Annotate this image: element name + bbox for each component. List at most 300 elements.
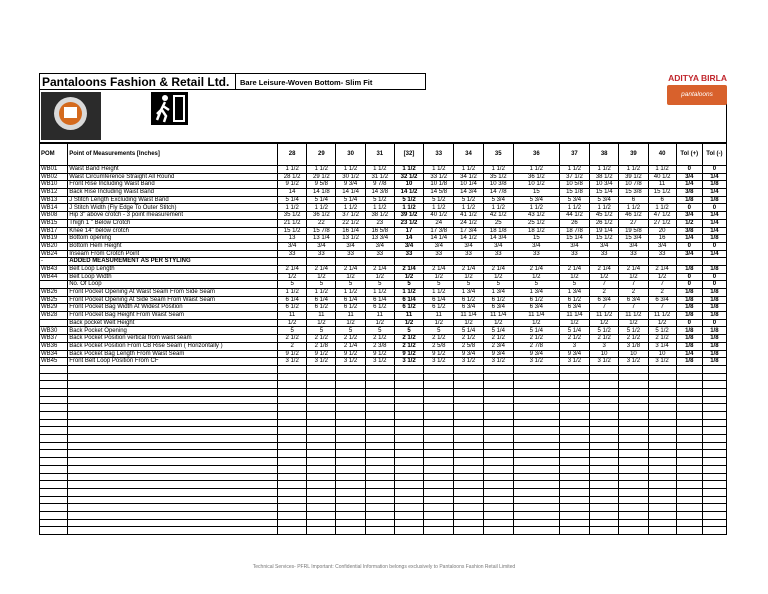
measurement-value: 1/2 [278,273,307,281]
measurement-value: 9 1/2 [365,350,394,358]
measurement-value: 5 [365,327,394,335]
measurement-value: 1/2 [278,319,307,327]
measurement-value: 25 1/2 [513,219,559,227]
measurement-name: Waist Circumference Straight All Round [68,173,278,181]
measurement-name: Hip 3" above crotch - 3 point measurement [68,212,278,220]
measurement-value: 1 1/2 [454,166,483,174]
measurement-value: 3/4 [365,242,394,250]
measurement-value: 7 [590,281,619,289]
measurement-value: 2 1/2 [619,335,648,343]
measurement-value: 1 1/2 [590,204,619,212]
measurement-name: Inseam From Crotch Point [68,250,278,258]
measurement-value: 0 [676,166,702,174]
measurement-value: 1/8 [702,296,726,304]
measurement-value: 6 [648,196,676,204]
measurement-value: 1 1/2 [619,166,648,174]
measurement-value: 38 1/2 [365,212,394,220]
measurement-value: 1/8 [676,358,702,366]
measurement-value: 2 1/4 [559,265,589,273]
measurement-value: 1 1/2 [307,204,336,212]
measurement-value: 2 1/4 [307,265,336,273]
measurement-value: 33 [483,250,513,258]
measurement-value: 33 [619,250,648,258]
column-header: 37 [559,144,589,166]
measurement-value: 6 1/2 [454,296,483,304]
empty-row [40,412,727,420]
measurement-value: 0 [702,273,726,281]
measurement-value: 1 3/4 [559,289,589,297]
measurement-value: 16 [648,235,676,243]
measurement-value: 42 1/2 [483,212,513,220]
measurement-value: 2 [648,289,676,297]
measurement-value: 33 [336,250,365,258]
measurement-value: 18 1/2 [513,227,559,235]
measurement-value: 1/4 [702,219,726,227]
measurement-value: 5 3/4 [559,196,589,204]
measurement-value: 1/2 [619,273,648,281]
table-row [40,181,727,189]
table-row [40,204,727,212]
measurement-value: 1/2 [590,319,619,327]
measurement-value: 14 3/4 [483,235,513,243]
measurement-value: 1/8 [702,342,726,350]
measurement-value: 1/8 [676,327,702,335]
measurement-value: 5 1/2 [424,196,454,204]
column-header: 29 [307,144,336,166]
measurement-value: 10 [590,350,619,358]
measurement-value: 1 1/2 [365,204,394,212]
column-header: 31 [365,144,394,166]
measurement-value: 1 1/2 [424,289,454,297]
measurement-value: 1 1/2 [648,204,676,212]
measurement-value: 1 1/2 [424,166,454,174]
measurement-name: J Stitch Length Excluding Waist Band [68,196,278,204]
column-header: 35 [483,144,513,166]
measurement-value: 1/4 [676,350,702,358]
measurement-value: 1/4 [702,250,726,258]
measurement-value: 14 1/8 [307,189,336,197]
measurement-value: 1/4 [702,173,726,181]
pom-code: WB37 [40,335,68,343]
measurement-value: 11 [365,312,394,320]
measurement-value: 36 1/2 [513,173,559,181]
measurement-value [648,258,676,266]
measurement-value: 1 1/2 [336,289,365,297]
table-row [40,289,727,297]
measurement-value: 23 [365,219,394,227]
empty-row [40,427,727,435]
measurement-value: 18 1/8 [483,227,513,235]
measurement-name: Back Rise Including Waist Band [68,189,278,197]
empty-row [40,458,727,466]
measurement-value: 17 3/4 [454,227,483,235]
measurement-value: 7 [619,304,648,312]
measurement-name: Back Pocket Bag Length From Waist Seam [68,350,278,358]
measurement-value: 6 3/4 [559,304,589,312]
measurement-value: 46 1/2 [619,212,648,220]
measurement-name: Belt Loop Length [68,265,278,273]
measurement-value: 15 1/8 [559,189,589,197]
measurement-value: 10 [619,350,648,358]
pom-code: WB08 [40,212,68,220]
header-row [40,144,727,166]
measurement-value: 37 1/2 [559,173,589,181]
measurement-value: 1/2 [394,273,423,281]
measurement-value: 14 1/4 [336,189,365,197]
measurement-value: 27 1/2 [648,219,676,227]
measurement-value: 6 1/2 [365,304,394,312]
measurement-value: 22 1/2 [336,219,365,227]
empty-row [40,504,727,512]
table-row [40,358,727,366]
measurement-value: 2 1/2 [365,335,394,343]
measurement-value: 5 [394,281,423,289]
measurement-name: Belt Loop Width [68,273,278,281]
measurement-value: 5 1/4 [278,196,307,204]
measurement-value: 44 1/2 [559,212,589,220]
pom-code: WB14 [40,204,68,212]
table-row [40,281,727,289]
measurement-value: 1 1/2 [513,166,559,174]
measurement-value: 5 [424,281,454,289]
measurement-value: 5 1/4 [307,196,336,204]
measurement-name: Back Pocket Position From CB Rise Seam ( Horizontally ) [68,342,278,350]
measurement-name: Back Pocket Opening [68,327,278,335]
pom-code: WB28 [40,312,68,320]
measurement-value: 2 7/8 [513,342,559,350]
measurement-value: 34 1/2 [454,173,483,181]
empty-row [40,442,727,450]
measurement-value: 6 1/4 [424,296,454,304]
measurement-value: 1 1/2 [513,204,559,212]
measurement-value: 2 1/2 [513,335,559,343]
measurement-value: 39 1/2 [394,212,423,220]
measurement-value: 1 1/2 [559,204,589,212]
column-header: 34 [454,144,483,166]
measurement-value: 6 1/2 [424,304,454,312]
measurement-value: 9 7/8 [365,181,394,189]
measurement-value: 20 [648,227,676,235]
measurement-value: 3 1/2 [278,358,307,366]
measurement-value: 2 1/2 [394,342,423,350]
measurement-value: 2 1/2 [307,335,336,343]
column-header: [32] [394,144,423,166]
measurement-value: 6 1/4 [278,296,307,304]
measurement-value: 7 [648,281,676,289]
pom-code: WB29 [40,304,68,312]
measurement-value: 9 1/2 [394,350,423,358]
measurement-value: 3/4 [648,242,676,250]
measurement-value: 33 [278,250,307,258]
measurement-value: 15 3/4 [619,235,648,243]
measurement-value: 3/4 [483,242,513,250]
measurement-value: 5 1/2 [454,196,483,204]
measurement-value: 30 1/2 [336,173,365,181]
measurement-value: 6 1/2 [513,296,559,304]
measurement-value: 1/8 [702,335,726,343]
measurement-value: 5 [278,281,307,289]
measurement-value: 1/8 [676,312,702,320]
pom-code [40,319,68,327]
measurement-value: 1/8 [702,265,726,273]
measurement-value: 9 1/2 [424,350,454,358]
measurement-value: 3/4 [513,242,559,250]
measurement-value: 2 1/4 [394,265,423,273]
measurement-value: 43 1/2 [513,212,559,220]
measurement-value: 1 1/2 [483,204,513,212]
pom-code [40,281,68,289]
measurement-value: 11 1/2 [619,312,648,320]
measurement-value: 26 [559,219,589,227]
measurement-value: 2 1/2 [590,335,619,343]
measurement-value: 5 [336,327,365,335]
measurement-value: 1/2 [336,319,365,327]
measurement-value: 14 1/4 [424,235,454,243]
measurement-value: 23 1/2 [394,219,423,227]
measurement-value: 3/4 [278,242,307,250]
pom-code: WB34 [40,350,68,358]
measurement-value: 3 1/2 [513,358,559,366]
measurement-value: 19 5/8 [619,227,648,235]
measurement-value: 2 [278,342,307,350]
measurement-value: 14 7/8 [483,189,513,197]
empty-row [40,404,727,412]
measurement-value: 3/4 [676,212,702,220]
measurement-value: 11 [648,181,676,189]
pom-code: WB43 [40,265,68,273]
measurement-value: 19 1/4 [590,227,619,235]
measurement-value: 5 [394,327,423,335]
measurement-value: 22 [307,219,336,227]
column-header: 30 [336,144,365,166]
measurement-value: 1/4 [702,212,726,220]
measurement-value: 10 1/4 [454,181,483,189]
measurement-value: 11 [394,312,423,320]
measurement-value: 7 [590,304,619,312]
measurement-value: 29 1/2 [307,173,336,181]
measurement-value: 9 3/4 [454,350,483,358]
measurement-value: 33 [648,250,676,258]
table-row [40,189,727,197]
measurement-value: 33 1/2 [424,173,454,181]
pom-code: WB24 [40,250,68,258]
measurement-value: 1/2 [307,273,336,281]
measurement-value: 6 1/2 [394,304,423,312]
measurement-value: 11 1/4 [454,312,483,320]
measurement-value: 3 1/2 [648,358,676,366]
company-logo [41,92,101,140]
measurement-value [454,258,483,266]
table-row [40,265,727,273]
measurement-value: 1/2 [513,319,559,327]
measurement-value: 1/2 [424,273,454,281]
measurement-value [278,258,307,266]
table-row [40,227,727,235]
measurement-value: 1/2 [648,319,676,327]
measurement-value: 1 1/2 [559,166,589,174]
measurement-name: ADDED MEASUREMENT AS PER STYLING [68,258,278,266]
pom-code: WB02 [40,173,68,181]
empty-row [40,481,727,489]
pom-code: WB13 [40,196,68,204]
measurement-value: 3 1/2 [590,358,619,366]
measurement-value: 35 1/2 [278,212,307,220]
measurement-value: 6 3/4 [619,296,648,304]
measurement-value: 10 3/8 [483,181,513,189]
table-row [40,335,727,343]
measurement-value: 1/2 [336,273,365,281]
measurement-value: 2 1/4 [336,265,365,273]
measurement-value: 3 1/4 [648,342,676,350]
measurement-value: 13 [278,235,307,243]
measurement-value: 13 1/2 [336,235,365,243]
measurement-name: Front Pocket Opening At Side Seam From Waist Seam [68,296,278,304]
measurement-value: 10 7/8 [619,181,648,189]
measurement-value: 5 3/4 [513,196,559,204]
table-row [40,219,727,227]
measurement-value: 2 1/4 [365,265,394,273]
measurement-value: 1 1/2 [336,166,365,174]
measurement-value: 3 1/2 [365,358,394,366]
measurement-value: 1/8 [676,289,702,297]
measurement-value: 0 [702,319,726,327]
measurement-value: 5 1/2 [590,327,619,335]
measurement-value: 1/2 [307,319,336,327]
measurement-value: 11 [424,312,454,320]
measurement-value: 11 1/4 [513,312,559,320]
measurement-value: 5 1/2 [365,196,394,204]
measurement-value: 3 [590,342,619,350]
measurement-value: 1/4 [676,181,702,189]
measurement-value: 1/8 [676,265,702,273]
measurement-value: 33 [365,250,394,258]
measurement-value: 9 5/8 [307,181,336,189]
measurement-name: Front Pocket Bag Width At Widest Position [68,304,278,312]
measurement-value [424,258,454,266]
measurement-value: 2 1/4 [648,265,676,273]
measurement-value: 5 1/4 [454,327,483,335]
measurement-value: 1/4 [702,227,726,235]
measurement-value: 14 [394,235,423,243]
measurement-value: 1/8 [676,304,702,312]
measurement-value: 6 1/4 [365,296,394,304]
measurement-value: 5 1/4 [559,327,589,335]
measurement-value: 10 [648,350,676,358]
pom-code: WB15 [40,219,68,227]
pom-code: WB30 [40,327,68,335]
measurement-value: 28 1/2 [278,173,307,181]
column-header: 36 [513,144,559,166]
measurement-value: 3 1/2 [394,358,423,366]
measurement-value: 1 1/2 [454,204,483,212]
column-header: Point of Measurements [Inches] [68,144,278,166]
measurement-value: 3/4 [307,242,336,250]
column-header: Tol (+) [676,144,702,166]
measurement-value: 5 [307,327,336,335]
pom-code: WB25 [40,296,68,304]
measurement-value: 1/8 [702,350,726,358]
measurement-value: 3/4 [559,242,589,250]
measurement-value: 1/2 [559,273,589,281]
pom-code: WB01 [40,166,68,174]
pom-code: WB20 [40,242,68,250]
pom-code: WB19 [40,235,68,243]
measurement-value: 6 1/4 [336,296,365,304]
measurement-value: 5 1/2 [648,327,676,335]
measurement-value: 11 [307,312,336,320]
table-row [40,273,727,281]
table-row [40,212,727,220]
measurement-value: 2 5/8 [424,342,454,350]
measurement-value: 3/8 [676,189,702,197]
empty-row [40,473,727,481]
measurement-value: 1 1/2 [648,166,676,174]
measurement-value: 1 1/2 [336,204,365,212]
brand-logo [667,85,727,105]
measurement-value: 45 1/2 [590,212,619,220]
empty-row [40,435,727,443]
measurement-value: 14 3/8 [365,189,394,197]
measurement-value: 47 1/2 [648,212,676,220]
measurement-value: 5 [365,281,394,289]
measurement-value: 6 1/2 [307,304,336,312]
exit-sign-icon [151,92,188,125]
measurement-value: 1 1/2 [394,204,423,212]
measurement-value: 5 1/2 [394,196,423,204]
measurement-value: 14 3/4 [454,189,483,197]
table-row [40,342,727,350]
measurement-value: 1/2 [676,219,702,227]
measurement-value: 1 1/2 [307,289,336,297]
empty-row [40,496,727,504]
measurement-value: 10 1/2 [513,181,559,189]
column-header: 39 [619,144,648,166]
measurement-value: 2 [619,289,648,297]
measurement-value [676,258,702,266]
measurement-value: 11 1/4 [483,312,513,320]
measurement-value: 1/8 [676,335,702,343]
table-row [40,327,727,335]
measurement-value: 11 1/4 [559,312,589,320]
measurement-value: 33 [424,250,454,258]
measurement-value: 39 1/2 [619,173,648,181]
measurement-table [39,143,727,535]
product-title: Bare Leisure-Woven Bottom- Slim Fit [236,73,426,90]
measurement-value: 6 1/4 [394,296,423,304]
measurement-value: 0 [702,204,726,212]
measurement-value [619,258,648,266]
measurement-value: 2 3/8 [365,342,394,350]
measurement-value: 2 1/4 [424,265,454,273]
measurement-name: Knee 14" below crotch [68,227,278,235]
measurement-value: 9 1/2 [307,350,336,358]
measurement-value: 9 3/4 [513,350,559,358]
measurement-name: J Stitch Width (Fly Edge To Outer Stitch) [68,204,278,212]
measurement-value: 25 [483,219,513,227]
measurement-value: 18 7/8 [559,227,589,235]
measurement-value: 5 [559,281,589,289]
measurement-value: 1/8 [702,327,726,335]
measurement-value: 33 [307,250,336,258]
measurement-name: Front Pocket Opening At Waist Seam From Side Seam [68,289,278,297]
measurement-value: 15 1/2 [278,227,307,235]
measurement-value: 2 1/2 [394,335,423,343]
measurement-value: 21 1/2 [278,219,307,227]
measurement-value: 31 1/2 [365,173,394,181]
measurement-value: 15 1/2 [590,235,619,243]
measurement-value: 0 [676,242,702,250]
measurement-value: 1 1/2 [619,204,648,212]
